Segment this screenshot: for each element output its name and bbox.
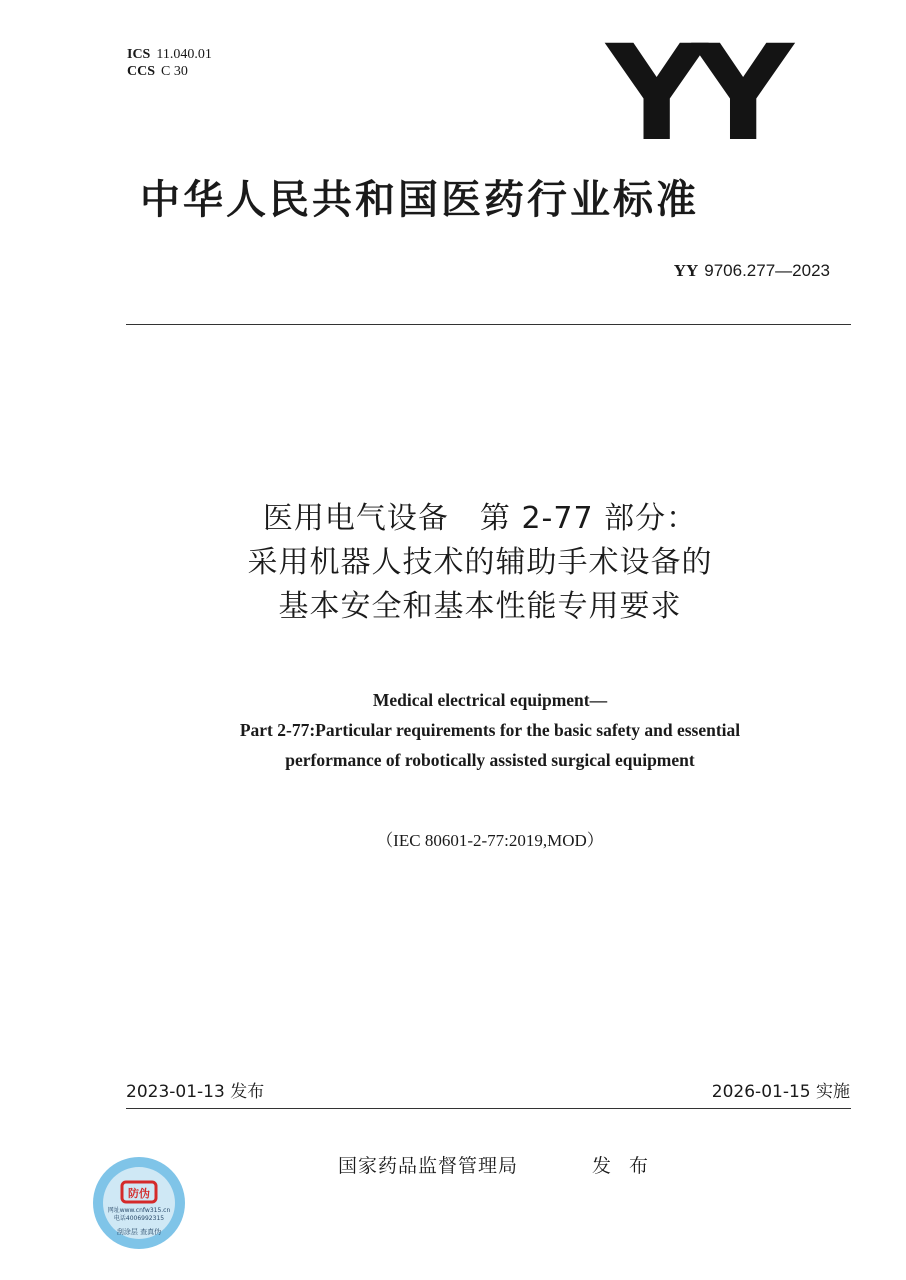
ics-line (127, 46, 212, 63)
publish-date: 2023-01-13 发布 (126, 1082, 265, 1102)
top-divider (126, 324, 851, 325)
yy-logo: YY (606, 17, 779, 171)
issue-label: 发 布 (592, 1155, 655, 1177)
chinese-title-line: 基本安全和基本性能专用要求 (278, 589, 682, 624)
adoption-note: （IEC 80601-2-77:2019,MOD） (376, 831, 604, 850)
ccs-label: CCS (127, 64, 156, 79)
sticker-line: 刮涂层 查真伪 (116, 1228, 162, 1236)
sticker-line: 网址www.cnfw315.cn (107, 1207, 171, 1214)
standard-category: 中华人民共和国医药行业标准 (140, 177, 699, 223)
english-title-line: Part 2-77:Particular requirements for the basic safety and essential (239, 720, 741, 740)
standard-code (674, 260, 830, 282)
standard-code-number: 9706.277—2023 (704, 261, 830, 280)
ccs-line (127, 63, 188, 80)
sticker-line: 电话4006992315 (113, 1215, 165, 1222)
english-title-line: performance of robotically assisted surgical equipment (285, 750, 695, 770)
ics-label: ICS (127, 47, 151, 62)
english-title-line: Medical electrical equipment— (372, 690, 608, 710)
standard-code-prefix: YY (673, 261, 699, 280)
issuing-authority: 国家药品监督管理局 (338, 1155, 519, 1177)
ccs-value: C 30 (161, 64, 188, 79)
chinese-title-line: 医用电气设备 第 2-77 部分： (262, 501, 698, 536)
implementation-date: 2026-01-15 实施 (711, 1082, 850, 1102)
sticker-ring-text: 防伪 (128, 1187, 150, 1200)
chinese-title-line: 采用机器人技术的辅助手术设备的 (247, 545, 713, 580)
anti-counterfeit-sticker (92, 1156, 186, 1250)
english-title (140, 685, 840, 775)
chinese-title (150, 497, 810, 629)
ics-value: 11.040.01 (156, 47, 212, 62)
bottom-divider (126, 1108, 851, 1109)
